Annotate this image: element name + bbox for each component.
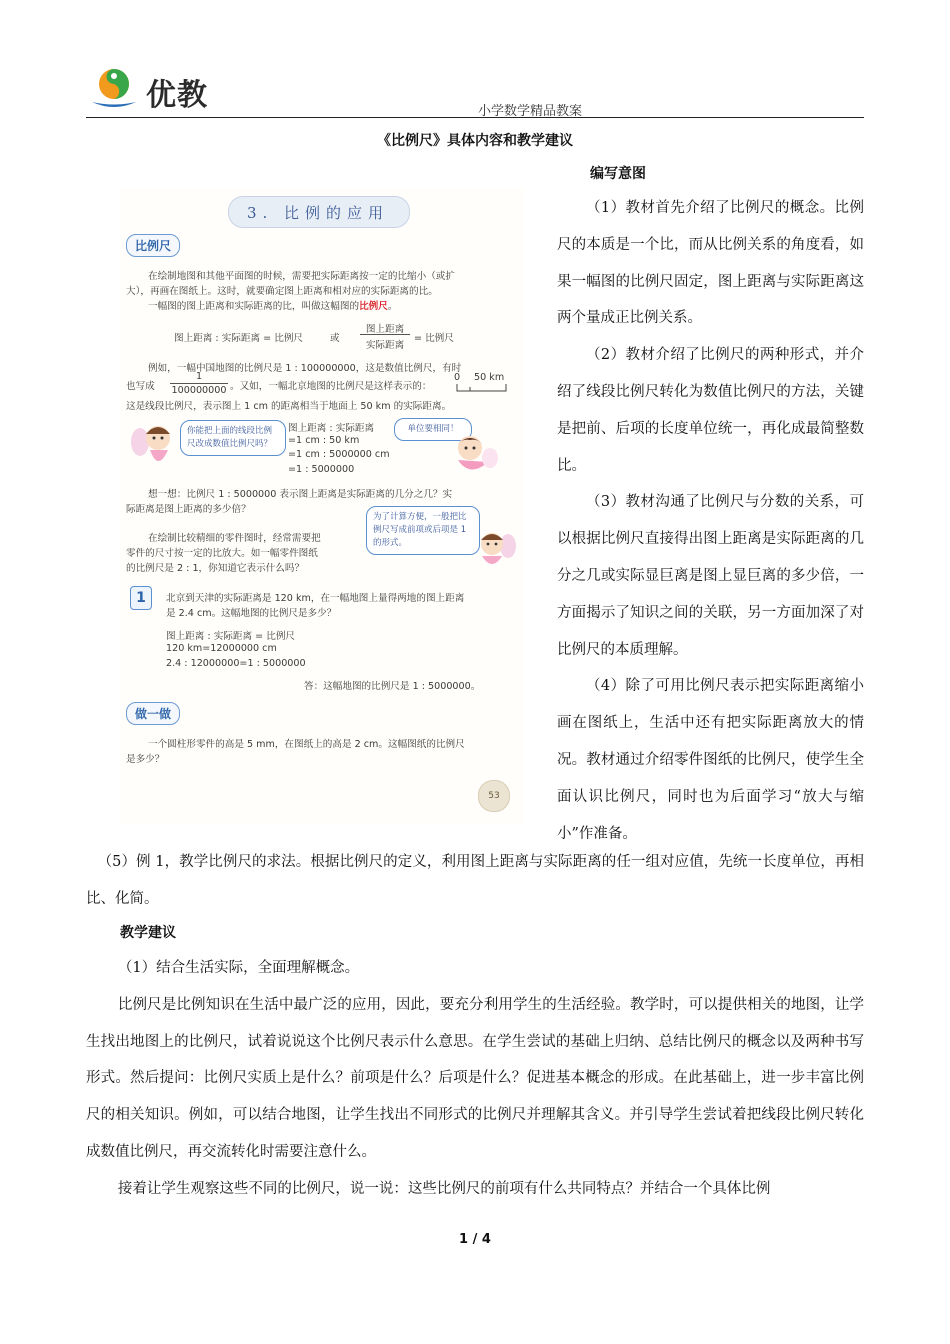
bubble-convert: 你能把上面的线段比例尺改成数值比例尺吗？ (180, 420, 286, 456)
example-line-1: 例如，一幅中国地图的比例尺是 1 : 100000000，这是数值比例尺，有时 (148, 363, 462, 374)
calc-line-4: =1 : 5000000 (288, 464, 355, 475)
intent-paragraph-2: （2）教材介绍了比例尺的两种形式，并介绍了线段比例尺转化为数值比例尺的方法，关键是把前、后项的长度单位统一，再化成最简整数比。 (557, 347, 864, 474)
part-line-2: 零件的尺寸按一定的比放大。如一幅零件图纸 (126, 548, 318, 559)
formula-equals: = 比例尺 (414, 333, 454, 344)
example-frac-num: 1 (195, 371, 203, 382)
intro-period: 。 (387, 301, 398, 312)
exercise-line-1: 一个圆柱形零件的高是 5 mm，在图纸上的高是 2 cm。这幅图纸的比例尺 (148, 739, 465, 750)
calc-line-3: =1 cm : 5000000 cm (288, 449, 390, 460)
term-scale: 比例尺 (359, 301, 388, 312)
think-line-1: 想一想：比例尺 1 : 5000000 表示图上距离是实际距离的几分之几？实 (148, 489, 453, 500)
bar-scale-line (456, 384, 508, 392)
suggest-paragraph-1: 比例尺是比例知识在生活中最广泛的应用，因此，要充分利用学生的生活经验。教学时，可以提供相关的地图，让学生找出地图上的比例尺，试着说说这个比例尺表示什么意思。在学生尝试的基础上归纳、总结比例尺的概念以及两种书写形式。然后提问：比例尺实质上是什么？前项是什么？后项是什么？促进基本概念的形成。在此基础上，进一步丰富比例尺的相关知识。例如，可以结合地图，让学生找出不同形式的比例尺并理解其含义。并引导学生尝试着把线段比例尺转化成数值比例尺，再交流转化时需要注意什么。 (86, 996, 864, 1160)
solution-line-3: 2.4 : 12000000=1 : 5000000 (166, 658, 306, 669)
calc-line-1: 图上距离 : 实际距离 (288, 423, 375, 434)
example-number: 1 (130, 586, 152, 610)
example-line-3: 这是线段比例尺，表示图上 1 cm 的距离相当于地面上 50 km 的实际距离。 (126, 401, 452, 412)
header-subtitle: 小学数学精品教案 (478, 104, 583, 119)
example-frac-bar (170, 383, 228, 384)
tag-scale: 比例尺 (126, 234, 180, 257)
solution-line-2: 120 km=12000000 cm (166, 643, 277, 654)
suggest-point-1: （1）结合生活实际，全面理解概念。 (117, 960, 360, 976)
intent-paragraph-4: （4）除了可用比例尺表示把实际距离缩小画在图纸上，生活中还有把实际距离放大的情况。教材通过介绍零件图纸的比例尺，使学生全面认识比例尺，同时也为后面学习“放大与缩小”作准备。 (557, 678, 864, 842)
suggest-block (86, 950, 864, 1208)
bar-scale-50km: 50 km (474, 372, 505, 383)
exercise-line-2: 是多少？ (126, 754, 165, 765)
suggest-paragraph-2: 接着让学生观察这些不同的比例尺，说一说：这些比例尺的前项有什么共同特点？并结合一个具体比例 (117, 1180, 771, 1197)
part-line-3: 的比例尺是 2 : 1，你知道它表示什么吗？ (126, 563, 305, 574)
bubble-same-unit: 单位要相同！ (394, 418, 472, 441)
formula-or: 或 (330, 333, 340, 344)
tag-do: 做一做 (126, 702, 180, 725)
bar-scale-zero: 0 (454, 372, 461, 383)
logo-text: 优教 (146, 78, 208, 113)
intro-text: 一幅图的图上距离和实际距离的比，叫做这幅图的 (148, 301, 360, 312)
question-line-1: 北京到天津的实际距离是 120 km，在一幅地图上量得两地的图上距离 (166, 593, 465, 604)
intro-line-3 (148, 298, 397, 312)
header-rule (86, 117, 864, 118)
section-title-suggest: 教学建议 (120, 925, 176, 941)
section-title-intent: 编写意图 (590, 166, 646, 182)
intent-paragraph-5: （5）例 1，教学比例尺的求法。根据比例尺的定义，利用图上距离与实际距离的任一组对应值，先统一长度单位，再相比、化简。 (86, 854, 864, 907)
example-also: 也写成 (126, 381, 155, 392)
think-line-2: 际距离是图上距离的多少倍？ (126, 504, 251, 515)
answer-line: 答：这幅地图的比例尺是 1 : 5000000。 (304, 681, 481, 692)
solution-line-1: 图上距离 : 实际距离 = 比例尺 (166, 631, 295, 642)
intro-line-1: 在绘制地图和其他平面图的时候，需要把实际距离按一定的比缩小（或扩 (148, 271, 455, 282)
intent-paragraph-3: （3）教材沟通了比例尺与分数的关系，可以根据比例尺直接得出图上距离是实际距离的几分之几或实际显巨离是图上显巨离的多少倍，一方面揭示了知识之间的关联，另一方面加深了对比例尺的本质理解。 (557, 494, 864, 658)
bubble-tip: 为了计算方便，一般把比例尺写成前项或后项是 1 的形式。 (366, 506, 480, 555)
fraction-bar (360, 334, 410, 335)
intro-line-2: 大），再画在图纸上。这时，就要确定图上距离和相对应的实际距离的比。 (126, 286, 438, 297)
intent-column (557, 190, 864, 852)
part-line-1: 在绘制比较精细的零件图时，经常需要把 (148, 533, 321, 544)
example-frac-den: 100000000 (171, 385, 227, 396)
intent-paragraph-1: （1）教材首先介绍了比例尺的概念。比例尺的本质是一个比，而从比例关系的角度看，如果一幅图的比例尺固定，图上距离与实际距离这两个量成正比例关系。 (557, 200, 864, 327)
angel-right-icon (472, 526, 518, 572)
textbook-page-badge: 53 (478, 780, 510, 812)
formula-ratio: 图上距离 : 实际距离 = 比例尺 (174, 333, 303, 344)
document-title: 《比例尺》具体内容和教学建议 (377, 133, 573, 149)
textbook-image (120, 188, 524, 824)
question-line-2: 是 2.4 cm。这幅地图的比例尺是多少？ (166, 608, 337, 619)
calc-line-2: =1 cm : 50 km (288, 435, 360, 446)
page-number: 1 / 4 (459, 1232, 491, 1247)
logo-icon (88, 66, 140, 110)
example-line-2: 。又如，一幅北京地图的比例尺是这样表示的： (230, 381, 432, 392)
fraction-numerator: 图上距离 (365, 324, 405, 335)
fraction-denominator: 实际距离 (365, 340, 405, 351)
intent-paragraph-5-block (86, 844, 864, 918)
girl-right-icon (448, 432, 500, 478)
angel-left-icon (130, 420, 178, 472)
textbook-banner-text: 3. 比例的应用 (246, 204, 390, 222)
